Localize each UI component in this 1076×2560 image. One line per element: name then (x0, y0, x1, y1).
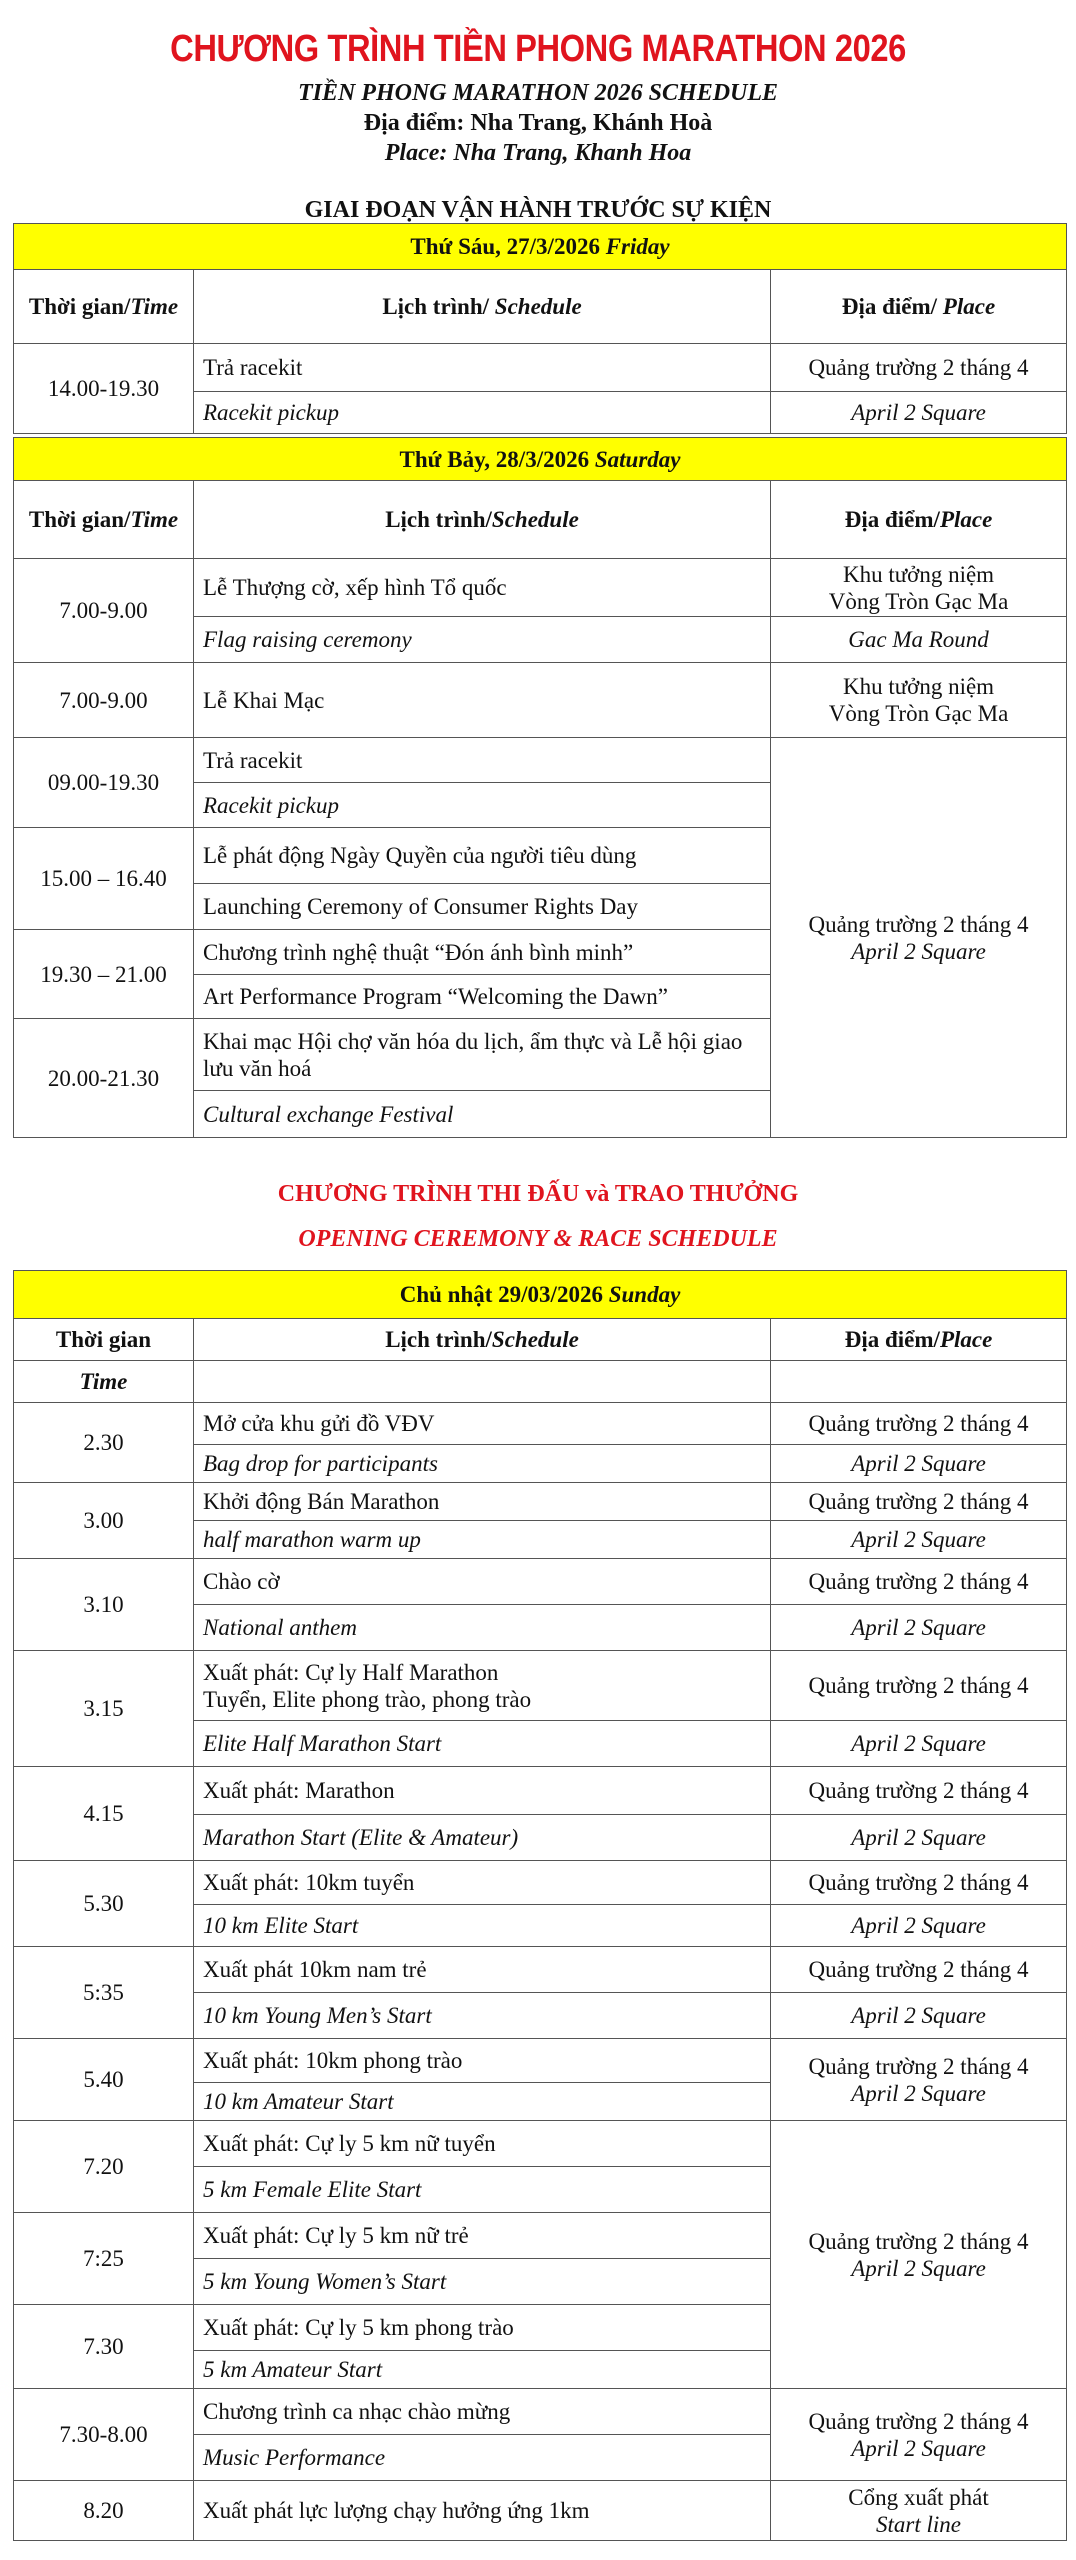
schedule-cell-en: Music Performance (194, 2435, 771, 2481)
place-cell-en: April 2 Square (771, 392, 1067, 434)
schedule-cell-en: Bag drop for participants (194, 1445, 771, 1483)
time-cell: 7.30-8.00 (14, 2389, 194, 2481)
col-time-header: Thời gian (14, 1319, 194, 1361)
place-vi: Quảng trường 2 tháng 4 (808, 2408, 1029, 2434)
col-place-header: Địa điểm/Place (771, 1319, 1067, 1361)
time-cell: 19.30 – 21.00 (14, 930, 194, 1019)
place-vi: Quảng trường 2 tháng 4 (808, 2053, 1029, 2079)
place-cell-en: April 2 Square (771, 1993, 1067, 2039)
time-cell: 14.00-19.30 (14, 344, 194, 434)
merged-place-cell (771, 738, 1067, 1138)
schedule-cell-en: 5 km Young Women’s Start (194, 2259, 771, 2305)
col-place-header: Địa điểm/Place (771, 481, 1067, 559)
time-cell: 20.00-21.30 (14, 1019, 194, 1138)
place-cell (771, 2481, 1067, 2541)
schedule-cell: Trả racekit (194, 344, 771, 392)
schedule-cell: Xuất phát: 10km phong trào (194, 2039, 771, 2083)
schedule-cell-en: Racekit pickup (194, 783, 771, 828)
saturday-table (13, 437, 1067, 1138)
place-cell: Khu tưởng niệm Vòng Tròn Gạc Ma (771, 663, 1067, 738)
schedule-cell-en: 5 km Female Elite Start (194, 2167, 771, 2213)
time-cell: 5:35 (14, 1947, 194, 2039)
schedule-cell: Mở cửa khu gửi đồ VĐV (194, 1403, 771, 1445)
col-time-header: Thời gian/Time (14, 481, 194, 559)
schedule-cell-en: Racekit pickup (194, 392, 771, 434)
place-cell: Quảng trường 2 tháng 4 (771, 1651, 1067, 1721)
time-cell: 3.00 (14, 1483, 194, 1559)
saturday-band: Thứ Bảy, 28/3/2026 Saturday (14, 438, 1067, 481)
time-cell: 7:25 (14, 2213, 194, 2305)
schedule-cell: Xuất phát: Cự ly 5 km phong trào (194, 2305, 771, 2351)
place-cell-en: April 2 Square (771, 1445, 1067, 1483)
empty-cell (771, 1361, 1067, 1403)
place-cell-en: April 2 Square (771, 1721, 1067, 1767)
place-cell: Quảng trường 2 tháng 4 (771, 1559, 1067, 1605)
time-cell: 3.15 (14, 1651, 194, 1767)
schedule-cell: Xuất phát: Cự ly 5 km nữ tuyển (194, 2121, 771, 2167)
schedule-cell-en: 10 km Young Men’s Start (194, 1993, 771, 2039)
time-cell: 09.00-19.30 (14, 738, 194, 828)
schedule-cell: Xuất phát: Marathon (194, 1767, 771, 1815)
schedule-cell-en: 10 km Elite Start (194, 1905, 771, 1947)
empty-cell (194, 1361, 771, 1403)
schedule-cell-en: 10 km Amateur Start (194, 2083, 771, 2121)
place-vi: Cổng xuất phát (848, 2484, 989, 2510)
schedule-cell-en: 5 km Amateur Start (194, 2351, 771, 2389)
time-cell: 7.20 (14, 2121, 194, 2213)
place-cell: Quảng trường 2 tháng 4 (771, 1483, 1067, 1521)
schedule-cell: Chương trình ca nhạc chào mừng (194, 2389, 771, 2435)
schedule-cell: Xuất phát: Cự ly 5 km nữ trẻ (194, 2213, 771, 2259)
place-en: April 2 Square (851, 938, 986, 964)
col-schedule-header: Lịch trình/Schedule (194, 481, 771, 559)
venue-vi: Địa điểm: Nha Trang, Khánh Hoà (363, 110, 713, 136)
time-cell: 3.10 (14, 1559, 194, 1651)
place-en: April 2 Square (851, 2255, 986, 2281)
col-time-header-en: Time (14, 1361, 194, 1403)
schedule-cell-en: Flag raising ceremony (194, 617, 771, 663)
schedule-cell: Lễ Thượng cờ, xếp hình Tổ quốc (194, 559, 771, 617)
place-cell-en: April 2 Square (771, 1815, 1067, 1861)
page-title: CHƯƠNG TRÌNH TIỀN PHONG MARATHON 2026 (170, 28, 906, 70)
place-en: April 2 Square (851, 2080, 986, 2106)
place-cell: Khu tưởng niệm Vòng Tròn Gạc Ma (771, 559, 1067, 617)
schedule-cell: Khởi động Bán Marathon (194, 1483, 771, 1521)
venue-en: Place: Nha Trang, Khanh Hoa (384, 140, 692, 166)
time-cell: 8.20 (14, 2481, 194, 2541)
place-vi: Quảng trường 2 tháng 4 (808, 2228, 1029, 2254)
schedule-cell: Xuất phát lực lượng chạy hưởng ứng 1km (194, 2481, 771, 2541)
place-en: April 2 Square (851, 2435, 986, 2461)
schedule-cell: Chương trình nghệ thuật “Đón ánh bình minh” (194, 930, 771, 975)
time-cell: 7.00-9.00 (14, 559, 194, 663)
schedule-cell-en: Marathon Start (Elite & Amateur) (194, 1815, 771, 1861)
place-cell: Quảng trường 2 tháng 4 (771, 1947, 1067, 1993)
race-heading-en: OPENING CEREMONY & RACE SCHEDULE (298, 1226, 778, 1252)
place-vi: Quảng trường 2 tháng 4 (808, 911, 1029, 937)
time-cell: 2.30 (14, 1403, 194, 1483)
col-time-header: Thời gian/Time (14, 270, 194, 344)
schedule-cell-en: Art Performance Program “Welcoming the Dawn” (194, 975, 771, 1019)
place-cell (771, 2389, 1067, 2481)
schedule-cell: Xuất phát: Cự ly Half Marathon Tuyển, Elite phong trào, phong trào (194, 1651, 771, 1721)
time-cell: 15.00 – 16.40 (14, 828, 194, 930)
schedule-cell-en: National anthem (194, 1605, 771, 1651)
schedule-cell: Trả racekit (194, 738, 771, 783)
col-place-header: Địa điểm/ Place (771, 270, 1067, 344)
col-schedule-header: Lịch trình/Schedule (194, 1319, 771, 1361)
place-cell-en: April 2 Square (771, 1605, 1067, 1651)
place-cell (771, 2039, 1067, 2121)
race-heading-vi: CHƯƠNG TRÌNH THI ĐẤU và TRAO THƯỞNG (277, 1181, 799, 1207)
schedule-cell-en: Elite Half Marathon Start (194, 1721, 771, 1767)
place-cell-en: April 2 Square (771, 1521, 1067, 1559)
place-cell: Quảng trường 2 tháng 4 (771, 1403, 1067, 1445)
time-cell: 5.40 (14, 2039, 194, 2121)
pre-event-heading: GIAI ĐOẠN VẬN HÀNH TRƯỚC SỰ KIỆN (304, 197, 772, 223)
friday-band: Thứ Sáu, 27/3/2026 Friday (14, 224, 1067, 270)
schedule-cell: Xuất phát: 10km tuyển (194, 1861, 771, 1905)
time-cell: 7.30 (14, 2305, 194, 2389)
place-cell-en: April 2 Square (771, 1905, 1067, 1947)
time-cell: 4.15 (14, 1767, 194, 1861)
col-schedule-header: Lịch trình/ Schedule (194, 270, 771, 344)
place-cell: Quảng trường 2 tháng 4 (771, 1861, 1067, 1905)
schedule-cell: Lễ Khai Mạc (194, 663, 771, 738)
sunday-table (13, 1270, 1067, 2541)
place-en: Start line (876, 2511, 961, 2537)
place-cell-en: Gac Ma Round (771, 617, 1067, 663)
schedule-cell-en: half marathon warm up (194, 1521, 771, 1559)
friday-table (13, 223, 1067, 434)
merged-place-cell (771, 2121, 1067, 2389)
place-cell: Quảng trường 2 tháng 4 (771, 344, 1067, 392)
sunday-band: Chủ nhật 29/03/2026 Sunday (14, 1271, 1067, 1319)
subtitle-en: TIỀN PHONG MARATHON 2026 SCHEDULE (297, 80, 779, 106)
place-cell: Quảng trường 2 tháng 4 (771, 1767, 1067, 1815)
time-cell: 7.00-9.00 (14, 663, 194, 738)
schedule-cell: Lễ phát động Ngày Quyền của người tiêu dùng (194, 828, 771, 884)
schedule-cell-en: Launching Ceremony of Consumer Rights Day (194, 884, 771, 930)
schedule-cell: Chào cờ (194, 1559, 771, 1605)
schedule-cell: Xuất phát 10km nam trẻ (194, 1947, 771, 1993)
schedule-cell-en: Cultural exchange Festival (194, 1091, 771, 1138)
schedule-cell: Khai mạc Hội chợ văn hóa du lịch, ẩm thực và Lễ hội giao lưu văn hoá (194, 1019, 771, 1091)
time-cell: 5.30 (14, 1861, 194, 1947)
